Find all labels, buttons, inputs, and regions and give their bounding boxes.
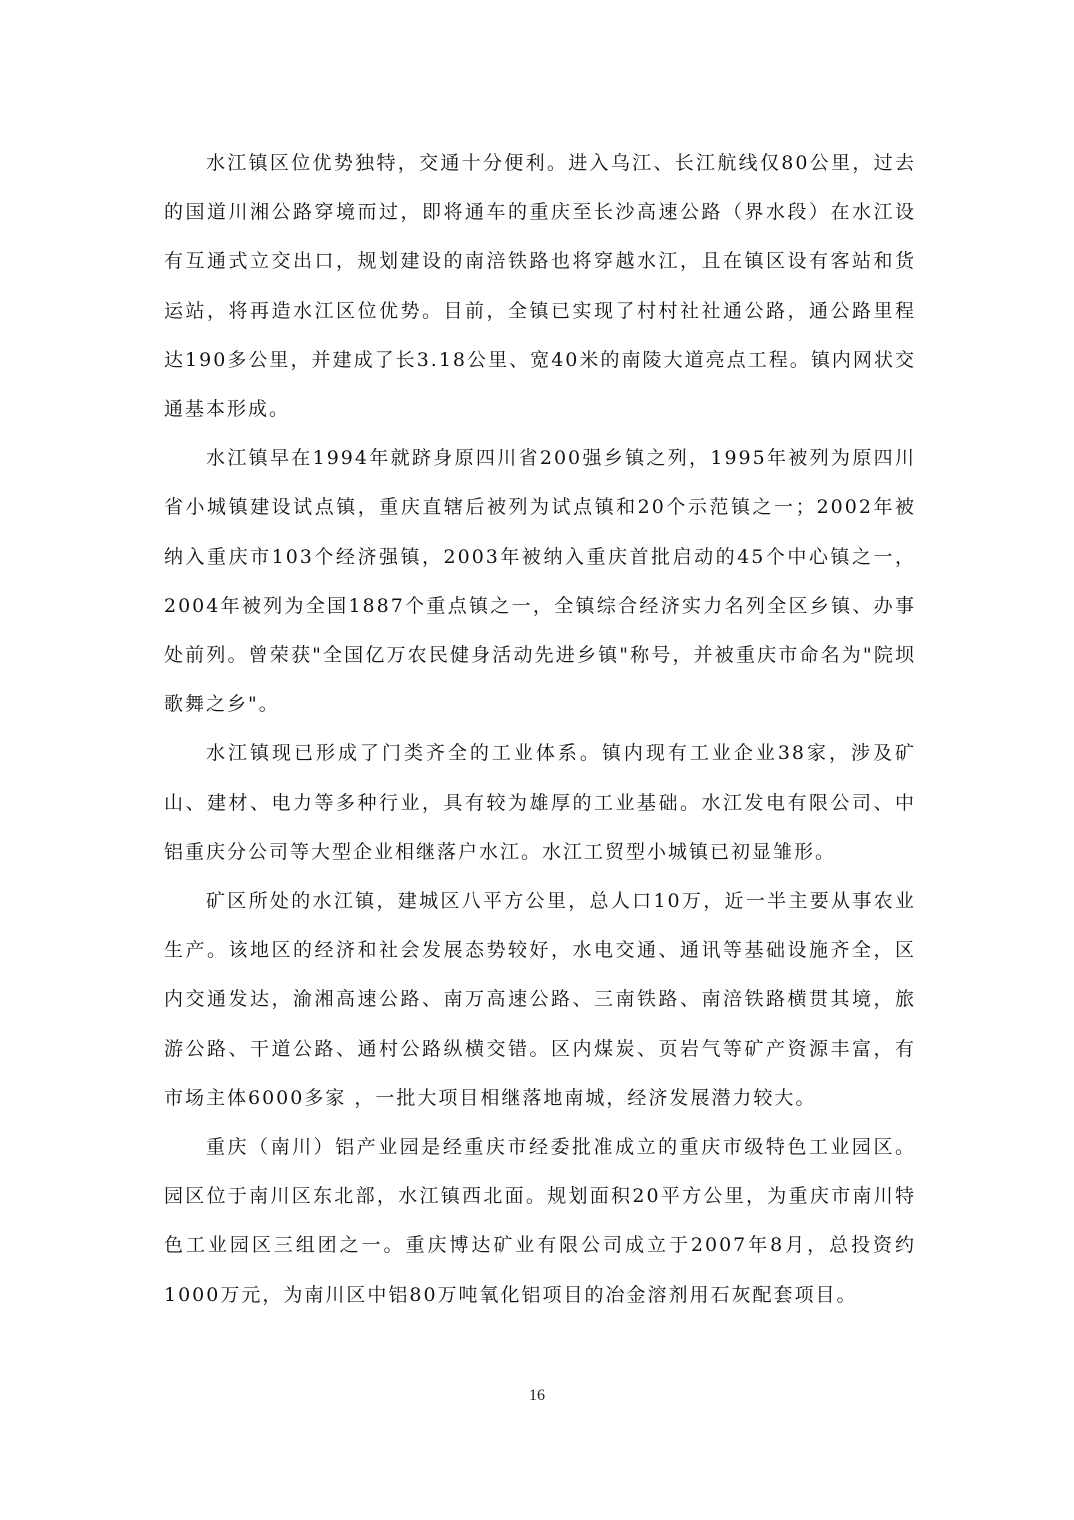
document-body bbox=[164, 139, 916, 1320]
page-number: 16 bbox=[529, 1387, 545, 1404]
paragraph-industry: 水江镇现已形成了门类齐全的工业体系。镇内现有工业企业38家，涉及矿山、建材、电力等多种行业，具有较为雄厚的工业基础。水江发电有限公司、中铝重庆分公司等大型企业相继落户水江。水江工贸型小城镇已初显雏形。 bbox=[164, 742, 916, 863]
paragraph-aluminum-park: 重庆（南川）铝产业园是经重庆市经委批准成立的重庆市级特色工业园区。园区位于南川区东北部，水江镇西北面。规划面积20平方公里，为重庆市南川特色工业园区三组团之一。重庆博达矿业有限公司成立于2007年8月，总投资约1000万元，为南川区中铝80万吨氧化铝项目的冶金溶剂用石灰配套项目。 bbox=[164, 1136, 916, 1306]
paragraph-transport: 水江镇区位优势独特，交通十分便利。进入乌江、长江航线仅80公里，过去的国道川湘公路穿境而过，即将通车的重庆至长沙高速公路（界水段）在水江设有互通式立交出口，规划建设的南涪铁路也将穿越水江，且在镇区设有客站和货运站，将再造水江区位优势。目前，全镇已实现了村村社社通公路，通公路里程达190多公里，并建成了长3.18公里、宽40米的南陵大道亮点工程。镇内网状交通基本形成。 bbox=[164, 152, 916, 421]
paragraph-mining-area: 矿区所处的水江镇，建城区八平方公里，总人口10万，近一半主要从事农业生产。该地区的经济和社会发展态势较好，水电交通、通讯等基础设施齐全，区内交通发达，渝湘高速公路、南万高速公路、三南铁路、南涪铁路横贯其境，旅游公路、干道公路、通村公路纵横交错。区内煤炭、页岩气等矿产资源丰富，有市场主体6000多家 ，一批大项目相继落地南城，经济发展潜力较大。 bbox=[164, 890, 916, 1109]
paragraph-honors: 水江镇早在1994年就跻身原四川省200强乡镇之列，1995年被列为原四川省小城镇建设试点镇，重庆直辖后被列为试点镇和20个示范镇之一；2002年被纳入重庆市103个经济强镇，2003年被纳入重庆首批启动的45个中心镇之一，2004年被列为全国1887个重点镇之一，全镇综合经济实力名列全区乡镇、办事处前列。曾荣获"全国亿万农民健身活动先进乡镇"称号，并被重庆市命名为"院坝歌舞之乡"。 bbox=[164, 447, 916, 716]
